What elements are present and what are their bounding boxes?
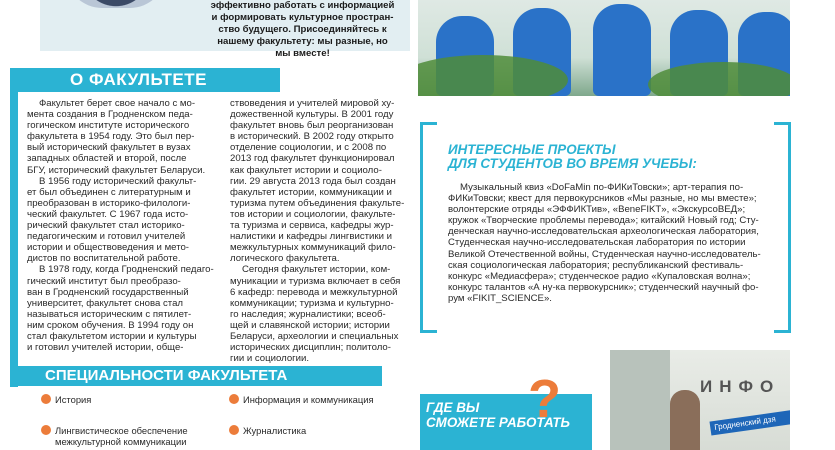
- specialty-item: [55, 425, 188, 447]
- text-line: и готовил учителей истории, обще-: [27, 342, 184, 354]
- text-line: Великой Отечественной войны, Студенческая научно-исследователь-: [448, 248, 761, 260]
- intro-line: ство будущего. Присоединяйтесь к: [218, 24, 387, 35]
- careers-line: ГДЕ ВЫ: [426, 400, 480, 415]
- text-line: денческая научно-исследовательская археологическая лаборатория,: [448, 226, 759, 238]
- photo-figure: [593, 4, 651, 96]
- projects-title-line: ДЛЯ СТУДЕНТОВ ВО ВРЕМЯ УЧЕБЫ:: [448, 156, 697, 171]
- text-line: Музыкальный квиз «DoFaMin по-ФИКиТовски»; арт-терапия по-: [460, 182, 744, 193]
- intro-line: и формировать культурное простран-: [211, 12, 394, 23]
- text-line: ская социологическая лаборатория; республиканский фестиваль-: [448, 259, 744, 271]
- text-line: педагогическим и готовил учителей: [27, 231, 186, 243]
- text-line: коммуникации; туризма и культурно-: [230, 297, 394, 309]
- bullet-icon: [229, 394, 239, 404]
- text-line: факультет вновь был реорганизован: [230, 120, 394, 132]
- text-line: исторических дисциплин; политоло-: [230, 342, 391, 354]
- text-line: вый исторический факультет в вузах: [27, 142, 191, 154]
- text-line: ван в Гродненский государственный: [27, 286, 189, 298]
- text-line: Беларуси, археологии и специальных: [230, 330, 399, 342]
- text-line: конкурс «Медиасфера»; студенческое радио «Купаловская волна»;: [448, 270, 751, 282]
- text-line: го наследия; журналистики; всеоб-: [230, 308, 386, 320]
- text-line: ствоведения и учителей мировой ху-: [230, 98, 395, 109]
- text-line: дожественной культуры. В 2001 году: [230, 109, 394, 121]
- about-column-2: [230, 98, 410, 364]
- text-line: дистов по воспитательной работе.: [27, 253, 181, 265]
- intro-line: эффективно работать с информацией: [210, 0, 395, 11]
- text-line: конкурс талантов «А ну-ка первокурсник»; студенческий научный фо-: [448, 281, 759, 293]
- text-line: называться историческим с пятилет-: [27, 308, 192, 320]
- text-line: муникации и туризма включает в себя: [230, 275, 401, 287]
- bullet-icon: [41, 425, 51, 435]
- text-line: БГУ, исторический факультет Беларуси.: [27, 164, 206, 176]
- text-line: межкультурных коммуникаций фило-: [230, 242, 396, 254]
- university-photo: [610, 350, 790, 450]
- careers-line: СМОЖЕТЕ РАБОТАТЬ: [426, 415, 571, 430]
- projects-body: [448, 182, 770, 304]
- careers-heading: [426, 400, 576, 430]
- projects-title: [448, 143, 768, 171]
- text-line: отделение социологии, и с 2008 по: [230, 142, 387, 154]
- bullet-icon: [41, 394, 51, 404]
- text-line: 6 кафедр: перевода и межкультурной: [230, 286, 398, 298]
- text-line: налистики и кафедры лингвистики и: [230, 231, 392, 243]
- about-column-1: [27, 98, 220, 353]
- text-line: ФИКиТовски; квест для первокурсников «Мы разные, но мы вместе»;: [448, 193, 757, 205]
- text-line: ним сроком обучения. В 1994 году он: [27, 319, 194, 331]
- text-line: как факультет истории и социоло-: [230, 164, 382, 176]
- text-line: гии. 29 августа 2013 года был создан: [230, 175, 396, 187]
- text-line: кружок «Творческие проблемы перевода»; китайский Новый год; Сту-: [448, 215, 759, 227]
- text-line: Факультет берет свое начало с мо-: [39, 98, 196, 109]
- text-line: стал факультетом истории и культуры: [27, 330, 197, 342]
- text-line: рический факультет стал историко-: [27, 220, 185, 232]
- text-line: Студенческая научно-исследовательская лаборатория по истории: [448, 237, 746, 249]
- text-line: преобразован в историко-филологи-: [27, 197, 191, 209]
- bullet-icon: [229, 425, 239, 435]
- bracket-left: [420, 122, 437, 333]
- bracket-right: [774, 122, 791, 333]
- about-heading: О ФАКУЛЬТЕТЕ: [70, 70, 207, 89]
- specialty-line: Лингвистическое обеспечение: [55, 425, 188, 436]
- text-line: гогическом институте исторического: [27, 120, 190, 132]
- about-side-bar: [10, 92, 18, 387]
- text-line: тов истории и социологии, факульте-: [230, 208, 396, 220]
- university-banner: Гродненский дзя: [709, 409, 790, 436]
- text-line: Сегодня факультет истории, ком-: [242, 264, 391, 276]
- specialty-item: Журналистика: [243, 425, 307, 436]
- specialty-item: История: [55, 394, 92, 405]
- info-sign: ИНФО: [700, 377, 781, 396]
- text-line: университет, факультет снова стал: [27, 297, 183, 309]
- projects-title-line: ИНТЕРЕСНЫЕ ПРОЕКТЫ: [448, 142, 616, 157]
- specialty-line: межкультурной коммуникации: [55, 436, 187, 447]
- intro-line: мы вместе!: [275, 48, 330, 59]
- question-mark-icon: ?: [528, 369, 561, 429]
- text-line: волонтерские отряды «ЭФФИКТив», «BeneFIKT», «ЭкскурсоВЕД»;: [448, 204, 746, 216]
- text-line: истории и обществоведения и мето-: [27, 242, 190, 254]
- photo-wall: [610, 350, 670, 450]
- text-line: ет был объединен с литературным и: [27, 186, 191, 198]
- text-line: гии и социологии.: [230, 353, 310, 365]
- specialties-heading: СПЕЦИАЛЬНОСТИ ФАКУЛЬТЕТА: [45, 367, 288, 384]
- text-line: ческий факультет. С 1967 года исто-: [27, 208, 189, 220]
- text-line: та туризма и сервиса, кафедры жур-: [230, 220, 394, 232]
- text-line: факультета в 1954 году. Это был пер-: [27, 131, 195, 143]
- text-line: западных областей и второй, после: [27, 153, 187, 165]
- intro-text: [200, 0, 405, 60]
- text-line: гический институт был преобразо-: [27, 275, 181, 287]
- text-line: туризма путем объединения факульте-: [230, 197, 405, 209]
- text-line: логического факультета.: [230, 253, 340, 265]
- text-line: В 1978 году, когда Гродненский педаго-: [39, 264, 214, 276]
- text-line: щей и славянской истории; истории: [230, 319, 390, 331]
- text-line: В 1956 году исторический факульт-: [39, 175, 197, 187]
- text-line: факультет истории, коммуникации и: [230, 186, 392, 198]
- photo-figure: [670, 390, 700, 450]
- text-line: в исторический. В 2002 году открыто: [230, 131, 394, 143]
- students-photo: [418, 0, 790, 96]
- intro-line: нашему факультету: мы разные, но: [217, 36, 388, 47]
- text-line: мента создания в Гродненском педа-: [27, 109, 193, 121]
- text-line: рум «FIKIT_SCIENCE».: [448, 292, 552, 304]
- specialty-item: Информация и коммуникация: [243, 394, 374, 405]
- text-line: 2013 год факультет функционировал: [230, 153, 395, 165]
